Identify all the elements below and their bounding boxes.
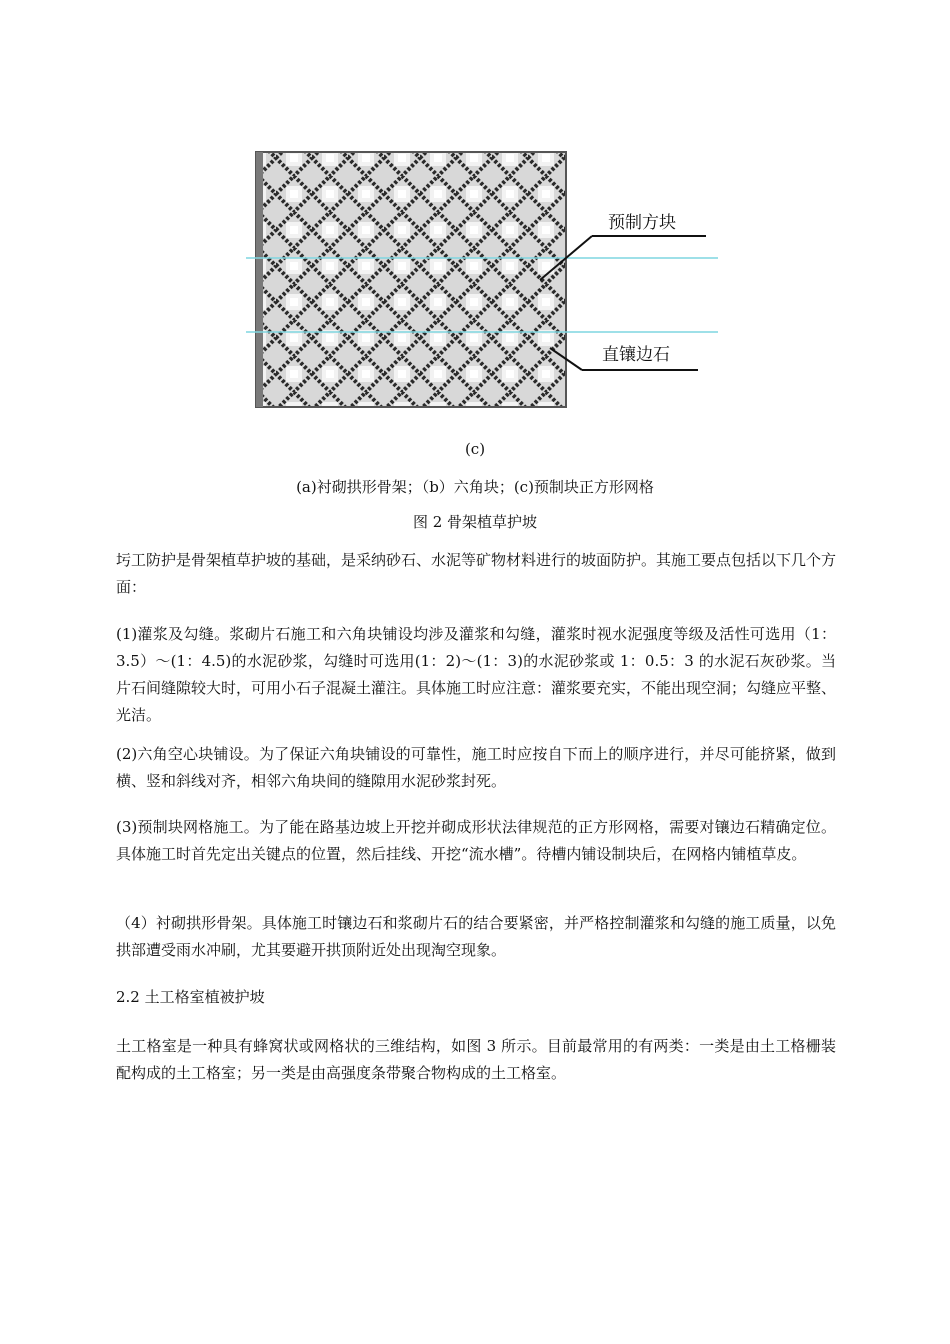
paragraph-item-4: （4）衬砌拱形骨架。具体施工时镶边石和浆砌片石的结合要紧密，并严格控制灌浆和勾缝的施工质量，以免拱部遭受雨水冲刷，尤其要避开拱顶附近处出现淘空现象。 [116,914,836,959]
label-precast-block: 预制方块 [608,213,676,233]
lattice-area [256,152,566,407]
subfigure-label: (c) [464,440,486,458]
edge-stone-left [256,152,263,407]
label-edge-stone: 直镶边石 [602,345,670,365]
subfigure-list: (a)衬砌拱形骨架；（b）六角块；(c)预制块正方形网格 [296,478,654,496]
section-heading: 2.2 土工格室植被护坡 [116,988,265,1006]
paragraph-item-3: (3)预制块网格施工。为了能在路基边坡上开挖并砌成形状法律规范的正方形网格，需要对镶边石精确定位。具体施工时首先定出关键点的位置，然后挂线、开挖“流水槽”。待槽内铺设制块后，在网格内铺植草皮。 [116,818,836,863]
paragraph-section: 土工格室是一种具有蜂窝状或网格状的三维结构，如图 3 所示。目前最常用的有两类：一类是由土工格栅装配构成的土工格室；另一类是由高强度条带聚合物构成的土工格室。 [116,1037,836,1082]
figure-title: 图 2 骨架植草护坡 [412,513,538,531]
paragraph-item-2: (2)六角空心块铺设。为了保证六角块铺设的可靠性，施工时应按自下而上的顺序进行，并尽可能挤紧，做到横、竖和斜线对齐，相邻六角块间的缝隙用水泥砂浆封死。 [116,745,836,790]
paragraph-item-1: (1)灌浆及勾缝。浆砌片石施工和六角块铺设均涉及灌浆和勾缝，灌浆时视水泥强度等级及活性可选用（1：3.5）～(1：4.5)的水泥砂浆，勾缝时可选用(1：2)～(1：3)的水泥砂浆或 1：0.5：3 的水泥石灰砂浆。当片石间缝隙较大时，可用小石子混凝土灌注。具体施工时应注意：灌浆要充实，不能出现空洞；勾缝应平整、光洁。 [116,625,837,724]
paragraph-intro: 圬工防护是骨架植草护坡的基础，是采纳砂石、水泥等矿物材料进行的坡面防护。其施工要点包括以下几个方面： [116,551,837,596]
figure-precast-grid [240,140,730,430]
grid-slope-drawing [240,140,730,430]
